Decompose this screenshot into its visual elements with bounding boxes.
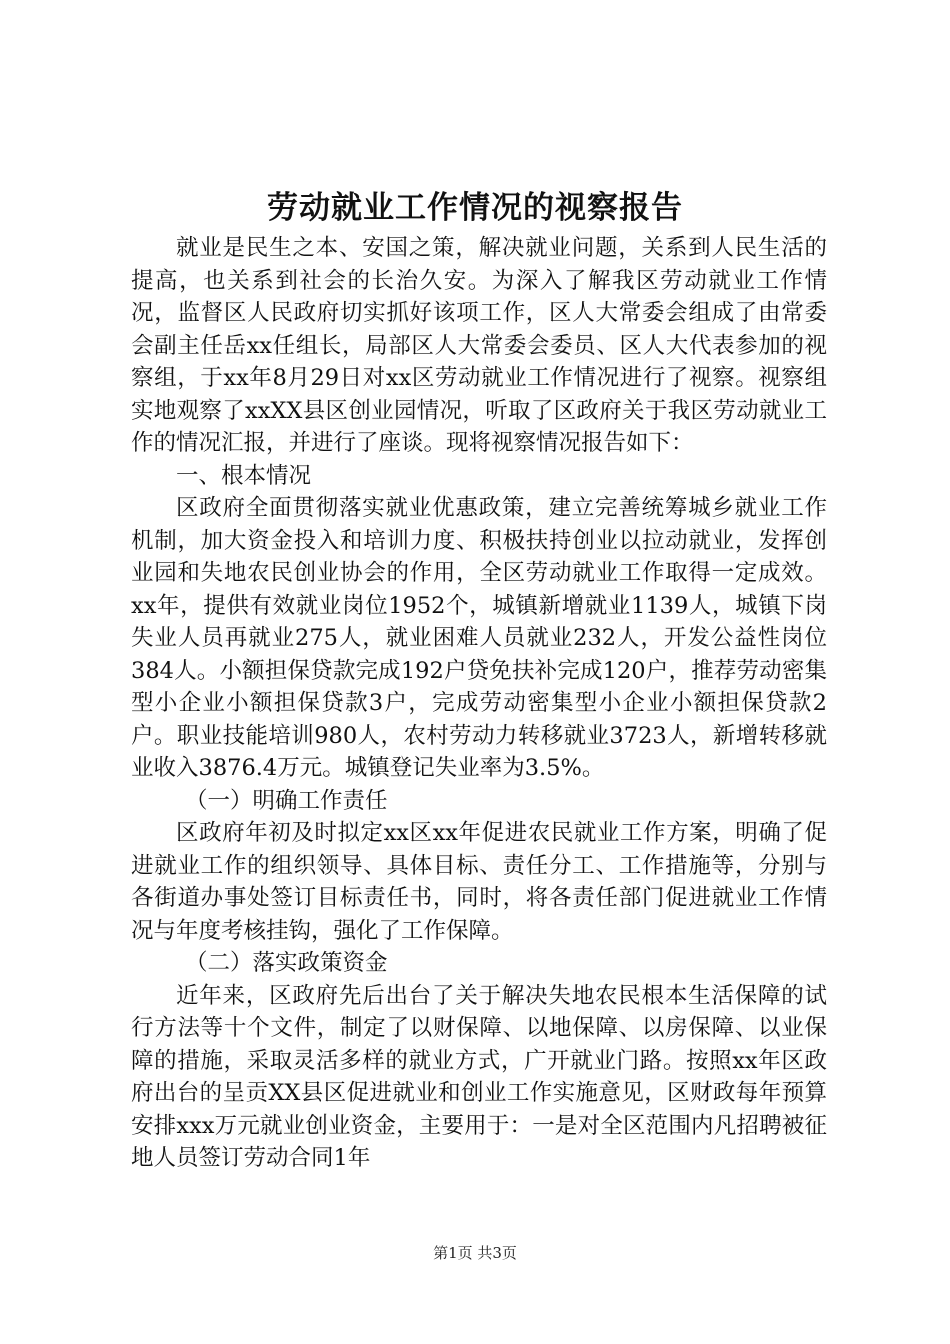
page-footer: 第1页 共3页 (433, 1244, 517, 1262)
document-title: 劳动就业工作情况的视察报告 (267, 190, 683, 226)
document-body (131, 232, 827, 1175)
subsection-heading-responsibility: （一）明确工作责任 (185, 787, 388, 814)
section-heading-basic-situation: 一、根本情况 (176, 462, 312, 489)
basic-situation-paragraph: 区政府全面贯彻落实就业优惠政策，建立完善统筹城乡就业工作机制，加大资金投入和培训力度、积极扶持创业以拉动就业，发挥创业园和失地农民创业协会的作用，全区劳动就业工作取得一定成效。xx年，提供有效就业岗位1952个，城镇新增就业1139人，城镇下岗失业人员再就业275人，就业困难人员就业232人，开发公益性岗位384人。小额担保贷款完成192户贷免扶补完成120户，推荐劳动密集型小企业小额担保贷款3户，完成劳动密集型小企业小额担保贷款2户。职业技能培训980人，农村劳动力转移就业3723人，新增转移就业收入3876.4万元。城镇登记失业率为3.5%。 (131, 495, 827, 781)
policy-funds-paragraph: 近年来，区政府先后出台了关于解决失地农民根本生活保障的试行方法等十个文件，制定了以财保障、以地保障、以房保障、以业保障的措施，采取灵活多样的就业方式，广开就业门路。按照xx年区政府出台的呈贡XX县区促进就业和创业工作实施意见，区财政每年预算安排xxx万元就业创业资金，主要用于：一是对全区范围内凡招聘被征地人员签订劳动合同1年 (131, 982, 827, 1171)
responsibility-paragraph: 区政府年初及时拟定xx区xx年促进农民就业工作方案，明确了促进就业工作的组织领导、具体目标、责任分工、工作措施等，分别与各街道办事处签订目标责任书，同时，将各责任部门促进就业工作情况与年度考核挂钩，强化了工作保障。 (131, 820, 827, 944)
intro-paragraph: 就业是民生之本、安国之策，解决就业问题，关系到人民生活的提高，也关系到社会的长治久安。为深入了解我区劳动就业工作情况，监督区人民政府切实抓好该项工作，区人大常委会组成了由常委会副主任岳xx任组长，局部区人大常委会委员、区人大代表参加的视察组，于xx年8月29日对xx区劳动就业工作情况进行了视察。视察组实地观察了xxXX县区创业园情况，听取了区政府关于我区劳动就业工作的情况汇报，并进行了座谈。现将视察情况报告如下： (131, 235, 827, 456)
subsection-heading-policy-funds: （二）落实政策资金 (185, 950, 388, 976)
